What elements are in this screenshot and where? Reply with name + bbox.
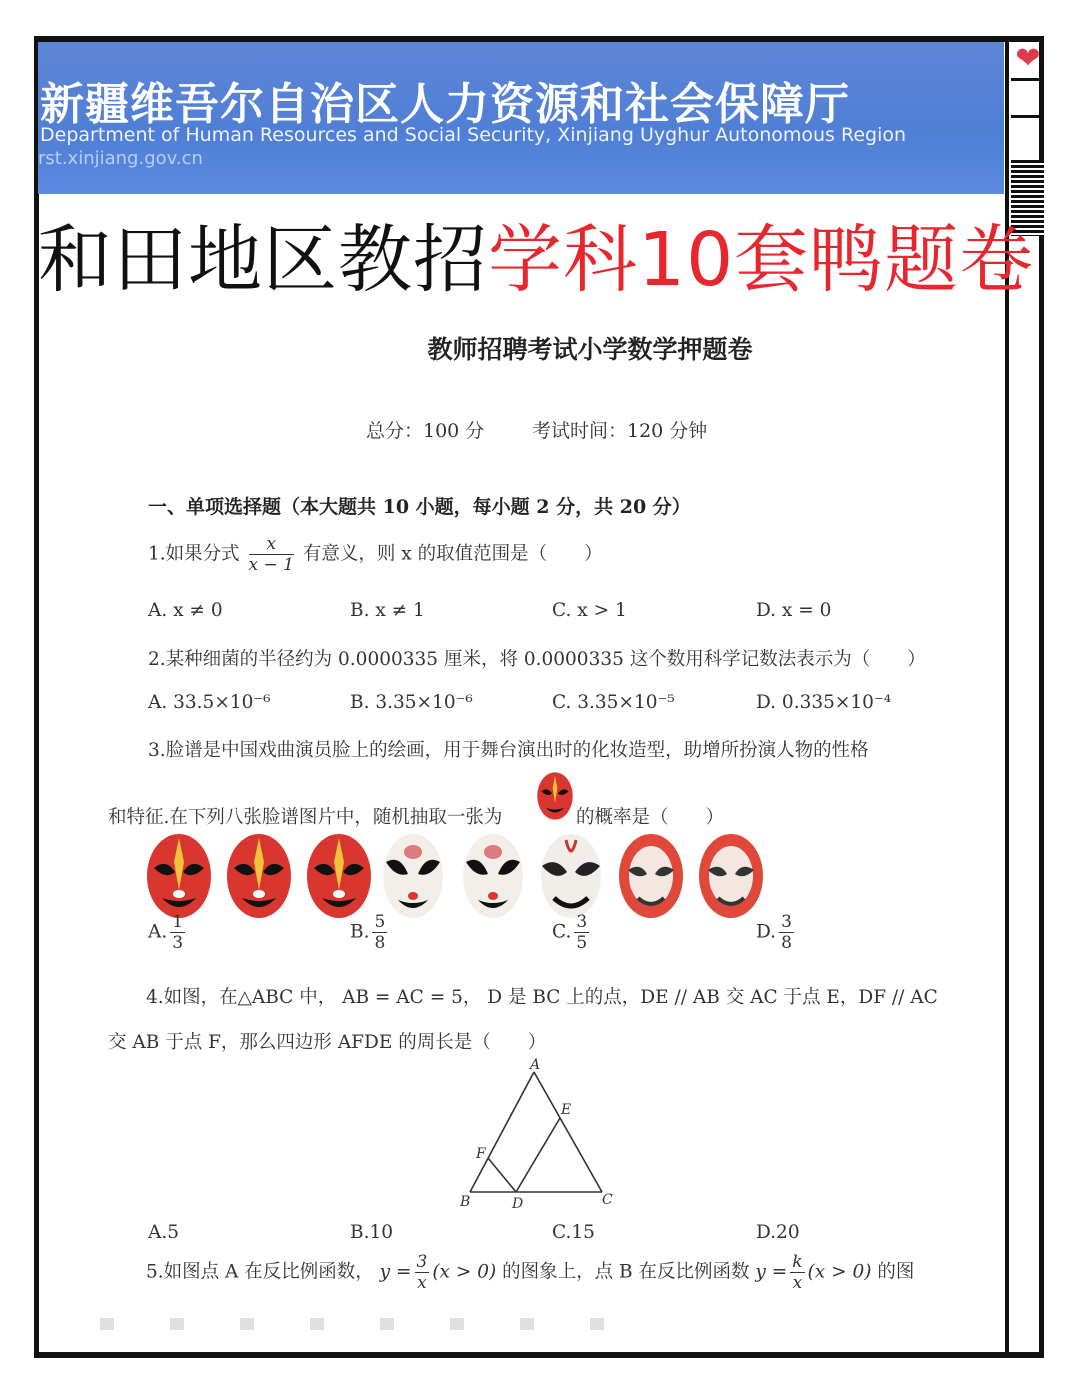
- exam-time: 考试时间：120 分钟: [532, 420, 708, 442]
- q3-option-b-label: B.: [350, 921, 370, 943]
- q3-option-b-den: 8: [374, 933, 386, 953]
- segment-df: [488, 1158, 516, 1192]
- label-c: C: [602, 1192, 613, 1208]
- banner-url: rst.xinjiang.gov.cn: [38, 148, 203, 169]
- mask-white-2: [458, 832, 528, 920]
- q5-eq1-tail: (x > 0): [432, 1261, 497, 1283]
- q3-option-b-frac: [372, 912, 387, 953]
- mask-red-pattern-2: [696, 832, 766, 920]
- side-ac: [534, 1072, 602, 1192]
- q3-option-d-label: D.: [756, 921, 777, 943]
- q4-option-c: C.15: [552, 1222, 595, 1243]
- banner-title-cn: 新疆维吾尔自治区人力资源和社会保障厅: [40, 79, 850, 130]
- q3-option-b-num: 5: [374, 912, 386, 932]
- q3-option-c: [552, 912, 592, 953]
- q5-eq2-num: k: [792, 1252, 803, 1272]
- opera-masks: [144, 832, 774, 924]
- q4-option-a: A.5: [148, 1222, 180, 1243]
- q1-fraction: [249, 534, 294, 575]
- q5-middle: 的图象上，点 B 在反比例函数: [502, 1261, 750, 1283]
- page-headline: [38, 218, 1034, 302]
- q3-option-a-num: 1: [172, 912, 184, 932]
- q1-suffix: 有意义，则 x 的取值范围是（ ）: [302, 543, 603, 565]
- q5-eq1-num: 3: [416, 1252, 428, 1272]
- q2-option-d: D. 0.335×10⁻⁴: [756, 692, 892, 713]
- q3-option-d: [756, 912, 797, 953]
- q5-suffix: 的图: [877, 1261, 915, 1283]
- q5-eq1-lhs: y =: [379, 1261, 412, 1283]
- q3-option-c-label: C.: [552, 921, 572, 943]
- q1-option-b: B. x ≠ 1: [350, 600, 425, 621]
- q3-option-c-den: 5: [576, 933, 588, 953]
- q4-option-b: B.10: [350, 1222, 394, 1243]
- segment-de: [516, 1118, 560, 1192]
- q5-eq2-lhs: y =: [755, 1261, 788, 1283]
- label-f: F: [476, 1146, 486, 1162]
- mask-red-2: [224, 832, 294, 920]
- q3-option-a: [148, 912, 188, 953]
- heart-icon[interactable]: ❤: [1015, 41, 1041, 76]
- banner-title-en: Department of Human Resources and Social Security, Xinjiang Uyghur Autonomous Region: [40, 124, 907, 146]
- mask-red-pattern-1: [616, 832, 686, 920]
- q2-option-c: C. 3.35×10⁻⁵: [552, 692, 675, 713]
- q5-eq1-den: x: [417, 1273, 427, 1293]
- q1-prefix: 1.如果分式: [148, 543, 240, 565]
- label-e: E: [561, 1102, 572, 1118]
- question-4-line1: 4.如图，在△ABC 中， AB = AC = 5， D 是 BC 上的点，DE // AB 交 AC 于点 E，DF // AC: [146, 987, 938, 1008]
- q3-option-a-frac: [170, 912, 185, 953]
- bookmark-box: [1011, 78, 1044, 118]
- q4-option-d: D.20: [756, 1222, 800, 1243]
- question-2: 2.某种细菌的半径约为 0.0000335 厘米，将 0.0000335 这个数用科学记数法表示为（ ）: [148, 649, 926, 670]
- question-4-line2: 交 AB 于点 F，那么四边形 AFDE 的周长是（ ）: [108, 1032, 547, 1053]
- total-score: 总分：100 分: [366, 420, 485, 442]
- q5-prefix: 5.如图点 A 在反比例函数，: [146, 1261, 374, 1283]
- q3-option-d-frac: [779, 912, 794, 953]
- question-3-line2a: 和特征.在下列八张脸谱图片中，随机抽取一张为: [108, 807, 503, 828]
- q3-option-b: [350, 912, 390, 953]
- label-d: D: [512, 1196, 524, 1212]
- q1-frac-den: x − 1: [248, 555, 295, 575]
- mask-white-1: [378, 832, 448, 920]
- q1-option-d: D. x = 0: [756, 600, 832, 621]
- q1-option-a: A. x ≠ 0: [148, 600, 223, 621]
- question-1: [148, 534, 603, 575]
- q3-option-a-label: A.: [148, 921, 168, 943]
- q2-option-b: B. 3.35×10⁻⁶: [350, 692, 473, 713]
- q2-option-a: A. 33.5×10⁻⁶: [148, 692, 271, 713]
- opera-mask-inline: [534, 770, 576, 822]
- headline-red: 学科10套鸭题卷: [488, 217, 1035, 303]
- q5-eq1-frac: [415, 1252, 430, 1293]
- header-banner: [38, 42, 1004, 194]
- q1-frac-num: x: [249, 534, 294, 555]
- q1-option-c: C. x > 1: [552, 600, 627, 621]
- label-a: A: [530, 1058, 541, 1073]
- mask-red-3: [304, 832, 374, 920]
- q3-option-a-den: 3: [172, 933, 184, 953]
- question-5: [146, 1252, 914, 1293]
- paper-title: 教师招聘考试小学数学押题卷: [427, 335, 753, 364]
- q5-eq2-frac: [790, 1252, 804, 1293]
- headline-black: 和田地区教招: [38, 217, 488, 303]
- triangle-figure: [450, 1058, 630, 1216]
- q3-option-c-num: 3: [576, 912, 588, 932]
- q5-eq2-den: x: [792, 1273, 803, 1293]
- question-3-line2b: 的概率是（ ）: [576, 807, 725, 828]
- cropped-text-line: [100, 1318, 640, 1330]
- q3-option-d-den: 8: [781, 933, 792, 953]
- mask-red-1: [144, 832, 214, 920]
- section-heading: 一、单项选择题（本大题共 10 小题，每小题 2 分，共 20 分）: [148, 496, 691, 518]
- q3-option-c-frac: [574, 912, 589, 953]
- question-3-line1: 3.脸谱是中国戏曲演员脸上的绘画，用于舞台演出时的化妆造型，助增所扮演人物的性格: [148, 740, 869, 761]
- q5-eq2-tail: (x > 0): [807, 1261, 872, 1283]
- q3-option-d-num: 3: [781, 912, 792, 932]
- label-b: B: [460, 1194, 471, 1210]
- mask-white-3: [536, 832, 606, 920]
